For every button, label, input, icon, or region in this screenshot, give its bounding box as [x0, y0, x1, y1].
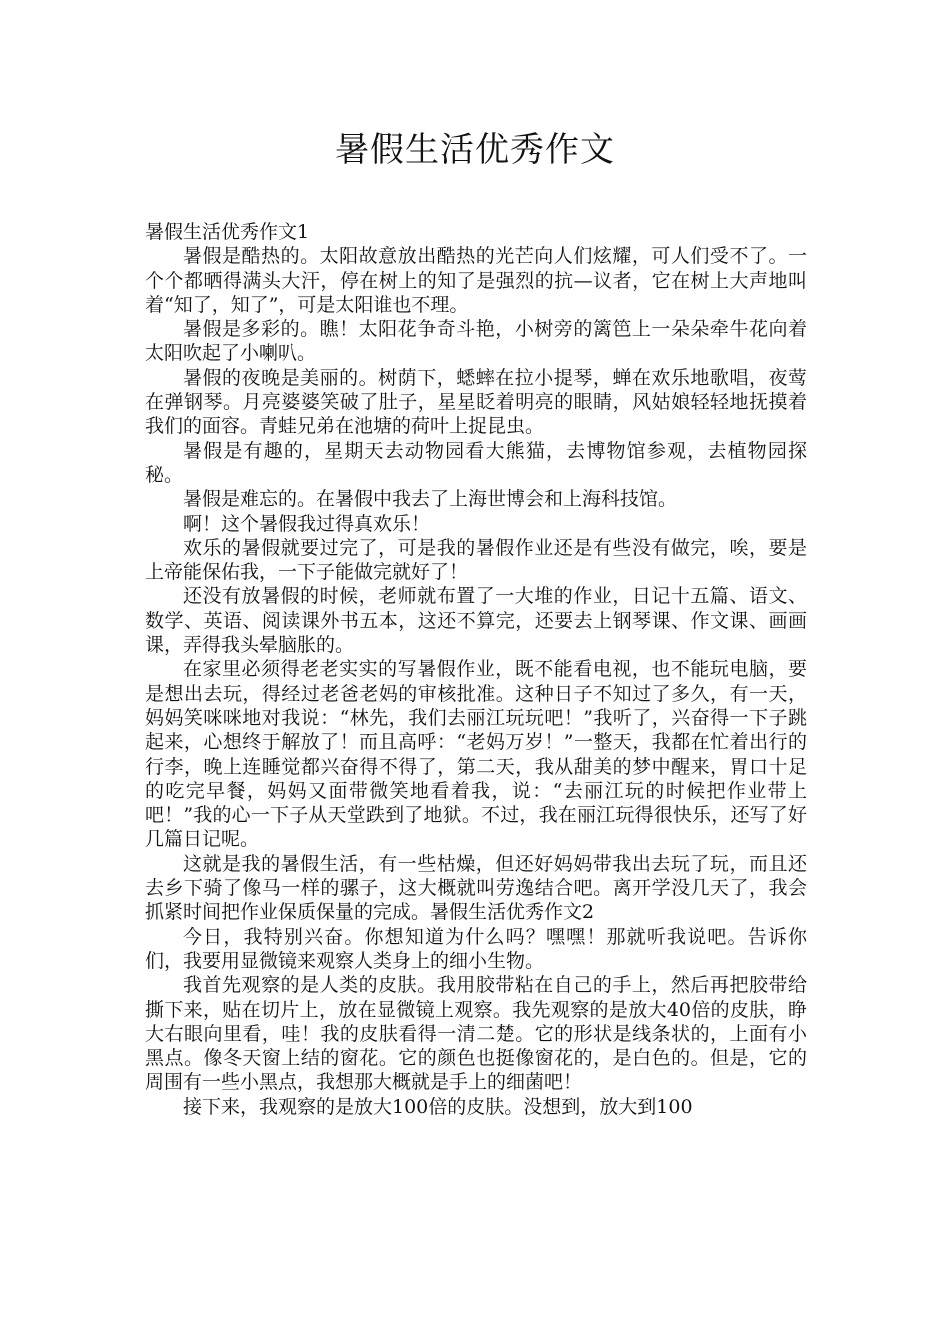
essay-1-heading: 暑假生活优秀作文1	[145, 221, 310, 243]
document-title: 暑假生活优秀作文	[335, 130, 615, 170]
paragraph: 在家里必须得老老实实的写暑假作业，既不能看电视，也不能玩电脑，要是想出去玩，得经过老爸老妈的审核批准。这种日子不知过了多久，有一天，妈妈笑咪咪地对我说：“林先，我们去丽江玩玩吧！”我听了，兴奋得一下子跳起来，心想终于解放了！而且高呼：“老妈万岁！”一整天，我都在忙着出行的行李，晚上连睡觉都兴奋得不得了，第二天，我从甜美的梦中醒来，胃口十足的吃完早餐，妈妈又面带微笑地看着我，说：“去丽江玩的时候把作业带上吧！”我的心一下子从天堂跌到了地狱。不过，我在丽江玩得很快乐，还写了好几篇日记呢。	[145, 658, 807, 851]
paragraph: 我首先观察的是人类的皮肤。我用胶带粘在自己的手上，然后再把胶带给撕下来，贴在切片上，放在显微镜上观察。我先观察的是放大40倍的皮肤，睁大右眼向里看，哇！我的皮肤看得一清二楚。它的形状是线条状的，上面有小黑点。像冬天窗上结的窗花。它的颜色也挺像窗花的，是白色的。但是，它的周围有一些小黑点，我想那大概就是手上的细菌吧！	[145, 974, 807, 1094]
paragraph: 今日，我特别兴奋。你想知道为什么吗？嘿嘿！那就听我说吧。告诉你们，我要用显微镜来观察人类身上的细小生物。	[145, 925, 807, 972]
paragraph: 暑假是有趣的，星期天去动物园看大熊猫，去博物馆参观，去植物园探秘。	[145, 439, 807, 486]
paragraph: 暑假是难忘的。在暑假中我去了上海世博会和上海科技馆。	[183, 488, 678, 511]
paragraph: 这就是我的暑假生活，有一些枯燥，但还好妈妈带我出去玩了玩，而且还去乡下骑了像马一样的骡子，这大概就叫劳逸结合吧。离开学没几天了，我会抓紧时间把作业保质保量的完成。暑假生活优秀作文2	[145, 852, 807, 924]
paragraph: 还没有放暑假的时候，老师就布置了一大堆的作业，日记十五篇、语文、数学、英语、阅读课外书五本，这还不算完，还要去上钢琴课、作文课、画画课，弄得我头晕脑胀的。	[145, 585, 807, 657]
paragraph: 暑假是酷热的。太阳故意放出酷热的光芒向人们炫耀，可人们受不了。一个个都晒得满头大汗，停在树上的知了是强烈的抗—议者，它在树上大声地叫着“知了，知了”，可是太阳谁也不理。	[145, 245, 807, 316]
paragraph: 欢乐的暑假就要过完了，可是我的暑假作业还是有些没有做完，唉，要是上帝能保佑我，一下子能做完就好了！	[145, 536, 807, 584]
paragraph: 暑假是多彩的。瞧！太阳花争奇斗艳，小树旁的篱笆上一朵朵牵牛花向着太阳吹起了小喇叭。	[145, 318, 807, 365]
paragraph: 啊！这个暑假我过得真欢乐！	[183, 512, 431, 535]
paragraph: 接下来，我观察的是放大100倍的皮肤。没想到，放大到100	[183, 1095, 693, 1118]
document-body	[145, 220, 807, 1119]
paragraph: 暑假的夜晚是美丽的。树荫下，蟋蟀在拉小提琴，蝉在欢乐地歌唱，夜莺在弹钢琴。月亮婆婆笑破了肚子，星星眨着明亮的眼睛，风姑娘轻轻地抚摸着我们的面容。青蛙兄弟在池塘的荷叶上捉昆虫。	[145, 366, 807, 438]
